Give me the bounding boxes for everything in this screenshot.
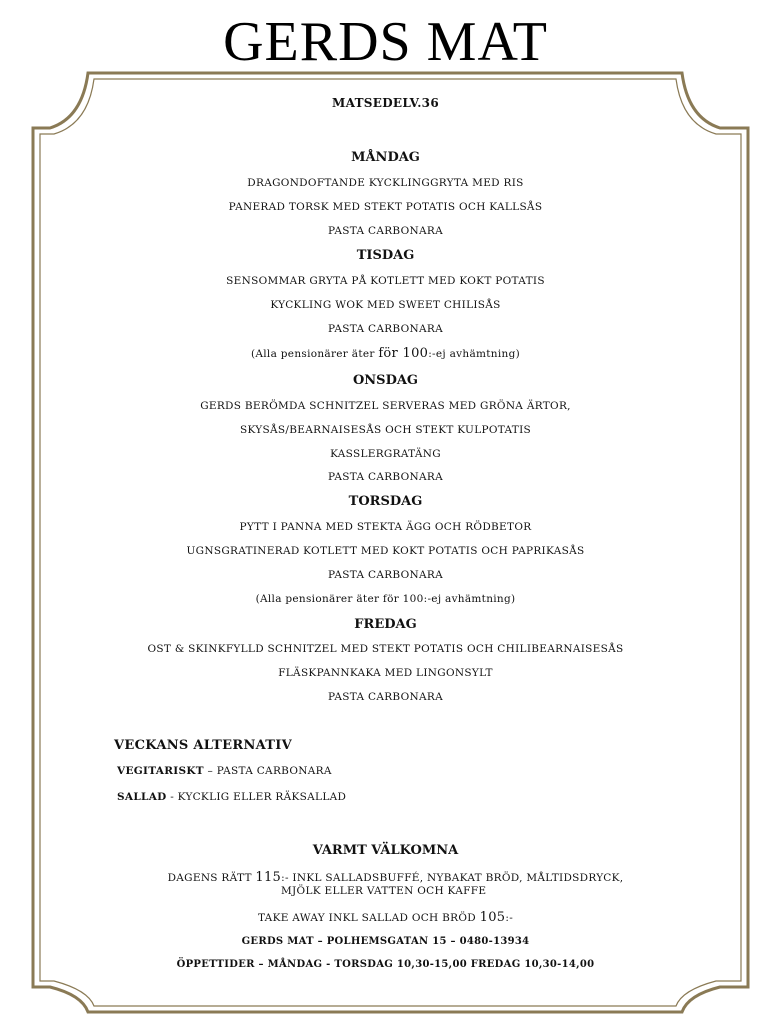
day-heading-torsdag: TORSDAG (348, 494, 423, 509)
menu-item: KASSLERGRATÄNG (330, 448, 441, 460)
menu-title: MATSEDELV.36 (332, 96, 439, 110)
vegetarian-row (117, 765, 617, 777)
salad-text: - KYCKLIG ELLER RÄKSALLAD (166, 791, 347, 803)
menu-item: SKYSÅS/BEARNAISESÅS OCH STEKT KULPOTATIS (239, 424, 532, 436)
daily-price-line-2: MJÖLK ELLER VATTEN OCH KAFFE (281, 885, 487, 897)
daily-price-line (10, 870, 771, 885)
vegetarian-label: VEGITARISKT (117, 765, 204, 777)
daily-text: DAGENS RÄTT (167, 872, 256, 884)
note-text: (Alla pensionärer äter (250, 348, 379, 360)
takeaway-price: 105 (479, 910, 506, 925)
takeaway-line (0, 910, 771, 925)
daily-price: 115 (255, 870, 282, 885)
alternatives-heading: VECKANS ALTERNATIV (114, 738, 293, 753)
note-text: :-ej avhämtning) (428, 348, 521, 360)
menu-item: DRAGONDOFTANDE KYCKLINGGRYTA MED RIS (247, 177, 524, 189)
menu-item: KYCKLING WOK MED SWEET CHILISÅS (270, 299, 501, 311)
vegetarian-text: – PASTA CARBONARA (203, 765, 332, 777)
menu-item: PASTA CARBONARA (327, 225, 444, 237)
pensioner-note (0, 346, 771, 361)
day-heading-fredag: FREDAG (354, 617, 417, 632)
daily-text: :- INKL SALLADSBUFFÉ, NYBAKAT BRÖD, MÅLTIDSDRYCK, (281, 872, 624, 884)
welcome-heading: VARMT VÄLKOMNA (312, 843, 459, 858)
takeaway-text: TAKE AWAY INKL SALLAD OCH BRÖD (257, 912, 480, 924)
salad-row (117, 791, 617, 803)
menu-item: PASTA CARBONARA (327, 323, 444, 335)
note-price: för 100 (378, 346, 429, 361)
takeaway-text: :- (505, 912, 514, 924)
menu-item: GERDS BERÖMDA SCHNITZEL SERVERAS MED GRÖNA ÄRTOR, (200, 400, 571, 412)
menu-item: SENSOMMAR GRYTA PÅ KOTLETT MED KOKT POTATIS (226, 275, 545, 287)
day-heading-mandag: MÅNDAG (351, 150, 420, 165)
opening-hours: ÖPPETTIDER – MÅNDAG - TORSDAG 10,30-15,00 FREDAG 10,30-14,00 (176, 959, 595, 970)
day-heading-onsdag: ONSDAG (352, 373, 419, 388)
menu-item: FLÄSKPANNKAKA MED LINGONSYLT (278, 667, 493, 679)
address-line: GERDS MAT – POLHEMSGATAN 15 – 0480-13934 (241, 936, 530, 947)
menu-item: PASTA CARBONARA (327, 691, 444, 703)
menu-item: OST & SKINKFYLLD SCHNITZEL MED STEKT POTATIS OCH CHILIBEARNAISESÅS (147, 643, 624, 655)
menu-item: PANERAD TORSK MED STEKT POTATIS OCH KALLSÅS (228, 201, 543, 213)
menu-item: PYTT I PANNA MED STEKTA ÄGG OCH RÖDBETOR (239, 521, 532, 533)
salad-label: SALLAD (117, 791, 167, 803)
menu-item: PASTA CARBONARA (327, 569, 444, 581)
day-heading-tisdag: TISDAG (356, 248, 415, 263)
menu-item: PASTA CARBONARA (327, 471, 444, 483)
pensioner-note: (Alla pensionärer äter för 100:-ej avhämtning) (255, 593, 516, 605)
menu-item: UGNSGRATINERAD KOTLETT MED KOKT POTATIS OCH PAPRIKASÅS (186, 545, 585, 557)
logo: GERDS MAT (223, 11, 548, 73)
